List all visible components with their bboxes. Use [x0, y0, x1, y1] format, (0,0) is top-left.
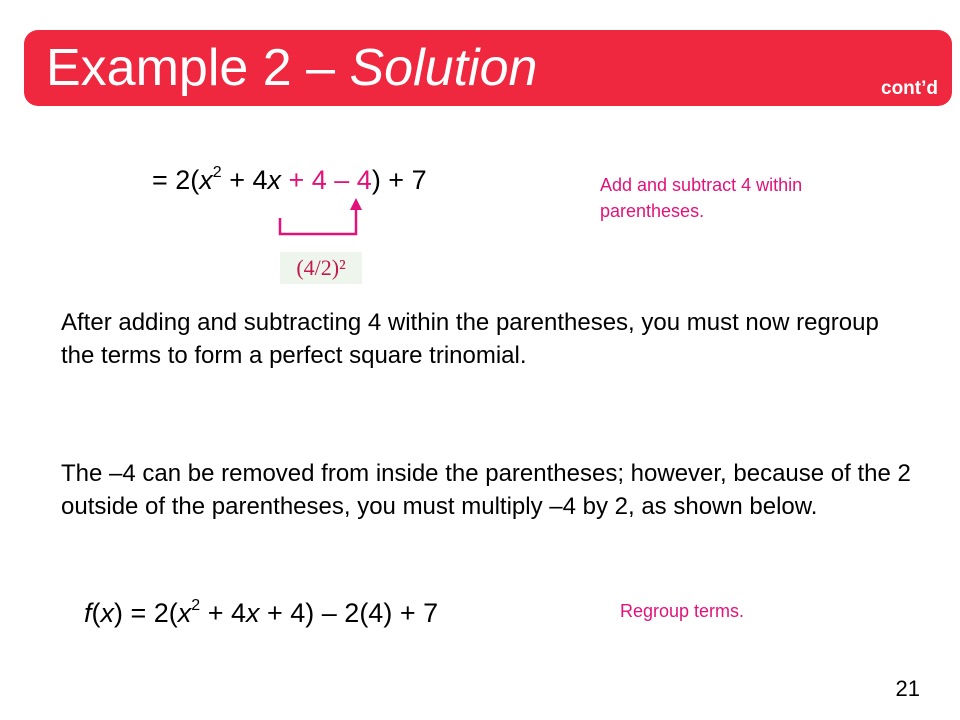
eq2-part: ( — [91, 598, 101, 628]
eq2-var: x — [100, 598, 115, 628]
eq2-part: + 4 — [200, 598, 246, 628]
eq2-var: x — [177, 598, 192, 628]
eq1-part: + 4 — [221, 165, 268, 195]
eq1-highlight: + 4 – 4 — [280, 165, 372, 195]
equation-regrouped — [84, 596, 438, 630]
note-add-subtract: Add and subtract 4 within parentheses. — [600, 175, 803, 221]
title-bar — [24, 30, 952, 106]
bracket-arrow-annotation — [270, 196, 370, 256]
page-number: 21 — [895, 676, 920, 701]
equation-add-subtract — [152, 163, 427, 197]
title-main: Example 2 – — [46, 39, 350, 97]
title-italic: Solution — [349, 39, 538, 97]
continued-label: cont’d — [881, 78, 938, 99]
paragraph-regroup-explanation: After adding and subtracting 4 within the parentheses, you must now regroup the terms to form a perfect square trinomial. — [61, 309, 879, 369]
eq1-var: x — [199, 165, 213, 195]
paragraph-multiply-explanation: The –4 can be removed from inside the parentheses; however, because of the 2 outside of the parentheses, you must multiply –4 by 2, as shown below. — [61, 460, 911, 520]
note-regroup: Regroup terms. — [620, 601, 745, 621]
half-coefficient-squared-label: (4/2)² — [280, 252, 362, 284]
eq1-var: x — [267, 165, 281, 195]
eq1-part: = 2( — [152, 165, 200, 195]
eq1-part: ) + 7 — [371, 165, 427, 195]
eq2-exponent: 2 — [191, 597, 201, 614]
eq2-part: + 4) – 2(4) + 7 — [259, 598, 439, 628]
slide-title — [46, 38, 537, 98]
eq1-exponent: 2 — [212, 164, 222, 181]
eq2-func: f — [84, 598, 92, 628]
eq2-var: x — [246, 598, 260, 628]
eq2-part: ) = 2( — [114, 598, 178, 628]
